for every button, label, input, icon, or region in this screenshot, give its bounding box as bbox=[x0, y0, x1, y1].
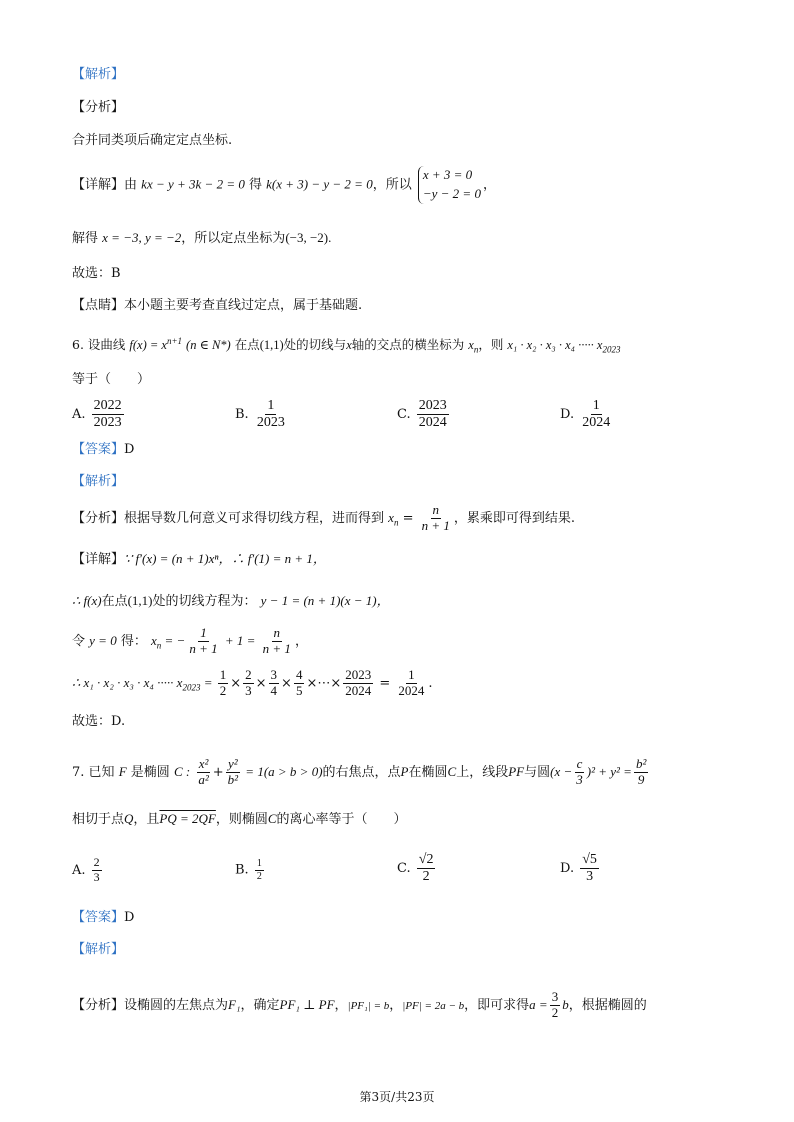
text: ，则椭圆 bbox=[215, 812, 268, 827]
text: 由 bbox=[124, 177, 138, 193]
text: ，所以 bbox=[372, 177, 412, 193]
subscript: 2023 bbox=[602, 344, 621, 355]
num: b² bbox=[635, 756, 647, 771]
den: 5 bbox=[295, 682, 303, 698]
fraction bbox=[294, 668, 305, 699]
text: f(x) = x bbox=[129, 338, 167, 353]
text: x bbox=[151, 632, 157, 648]
text: ，且 bbox=[133, 812, 160, 827]
option-fraction bbox=[92, 856, 102, 885]
den: 2024 bbox=[582, 415, 611, 431]
den: 2 bbox=[551, 1004, 559, 1020]
text: x₁ · x₂ · x₃ · x₄ ····· x bbox=[507, 338, 603, 353]
text: y = 0 bbox=[89, 632, 117, 648]
fraction bbox=[634, 757, 648, 788]
sys-row: −y − 2 = 0 bbox=[422, 185, 481, 201]
text: 在点 bbox=[101, 594, 128, 609]
option-fraction bbox=[255, 398, 287, 431]
q5-fixed-point: (−3, −2). bbox=[285, 230, 332, 245]
q7-option-a[interactable] bbox=[72, 856, 104, 885]
C-var: C bbox=[267, 811, 277, 826]
num: 3 bbox=[270, 667, 278, 682]
text: 处的切线与 bbox=[283, 337, 347, 353]
text: ，所以定点坐标为 bbox=[181, 231, 286, 246]
F1-var: F₁ bbox=[228, 996, 241, 1012]
text: x bbox=[468, 338, 474, 353]
text: ，即可求得 bbox=[464, 997, 530, 1013]
option-label: A. bbox=[72, 862, 86, 878]
text: = bbox=[200, 674, 216, 690]
q6-fenxi bbox=[72, 503, 575, 534]
den: n + 1 bbox=[421, 517, 450, 533]
q6-answer-value: D bbox=[124, 442, 135, 457]
q6-stem bbox=[72, 337, 620, 355]
text: ，确定 bbox=[240, 997, 280, 1013]
q6-point: (1,1) bbox=[259, 338, 284, 353]
fraction bbox=[261, 626, 293, 657]
text: 轴的交点的横坐标为 bbox=[351, 337, 465, 353]
text: 本小题主要考查直线过定点，属于基础题. bbox=[124, 298, 363, 313]
q7-jiexi-tag: 【解析】 bbox=[72, 942, 125, 957]
fraction bbox=[226, 757, 240, 788]
sys-row: x + 3 = 0 bbox=[422, 167, 473, 182]
abs-eq: |PF₁| = b bbox=[347, 999, 390, 1012]
times-dots: ×⋯× bbox=[306, 675, 342, 691]
fraction bbox=[420, 503, 452, 534]
den: n + 1 bbox=[262, 640, 291, 656]
vector-eq: PQ = 2QF bbox=[159, 811, 216, 826]
x-var: x bbox=[346, 338, 352, 353]
text: 得： bbox=[120, 633, 147, 649]
text: . bbox=[428, 675, 433, 691]
product bbox=[72, 674, 201, 693]
text: 设椭圆的左焦点为 bbox=[124, 997, 229, 1013]
q5-fenxi-tag: 【分析】 bbox=[72, 100, 125, 115]
den: 3 bbox=[93, 869, 100, 884]
fraction bbox=[187, 626, 219, 657]
q5-xiangjie-tag: 【详解】 bbox=[72, 177, 125, 193]
q6-product bbox=[507, 338, 621, 355]
text: = bbox=[398, 510, 418, 526]
xn: $x_n$ bbox=[151, 632, 162, 651]
q6-fenxi-tag: 【分析】 bbox=[72, 510, 125, 526]
text: 的右焦点，点 bbox=[322, 764, 401, 780]
q7-stem2 bbox=[72, 812, 407, 826]
text: 的离心率等于（ ） bbox=[276, 812, 407, 827]
circle-eq: (x − bbox=[550, 763, 573, 779]
q5-jiexi-tag: 【解析】 bbox=[72, 67, 125, 82]
xn: $x_n$ bbox=[388, 509, 399, 528]
fraction-result bbox=[396, 668, 426, 699]
option-label: A. bbox=[72, 407, 86, 423]
xn: $x_n$ bbox=[468, 338, 479, 355]
P-var: P bbox=[400, 763, 409, 779]
q6-answer-tag: 【答案】 bbox=[72, 442, 125, 457]
q6-xiangjie-2 bbox=[72, 594, 390, 608]
q6-xiangjie-3 bbox=[72, 626, 308, 657]
times: × bbox=[230, 675, 242, 691]
point: (1,1) bbox=[127, 593, 153, 608]
den: b² bbox=[227, 771, 239, 787]
text: ，根据椭圆的 bbox=[568, 997, 647, 1013]
exponent: n+1 bbox=[166, 336, 183, 346]
text: 是椭圆 bbox=[130, 764, 170, 780]
text: x bbox=[388, 509, 394, 525]
q6-option-c[interactable] bbox=[397, 398, 451, 431]
q5-dianjing-tag: 【点睛】 bbox=[72, 298, 125, 313]
option-fraction bbox=[580, 852, 599, 885]
q5-xiangjie-line: 【详解】由 kx − y + 3k − 2 = 0 得 k(x + 3) − y − 2 = 0，所以 x + 3 = 0 −y − 2 = 0 ， bbox=[72, 166, 496, 204]
q5-system bbox=[418, 166, 481, 204]
times: × bbox=[255, 675, 267, 691]
num: 2023 bbox=[417, 398, 449, 415]
num: √5 bbox=[580, 852, 599, 869]
q6-answer bbox=[72, 443, 134, 456]
option-label: D. bbox=[560, 861, 575, 877]
den: 3 bbox=[586, 869, 594, 885]
q5-dianjing bbox=[72, 299, 362, 312]
fraction bbox=[574, 757, 585, 788]
text: 7. 已知 bbox=[72, 764, 115, 780]
den: 9 bbox=[637, 771, 645, 787]
den: a² bbox=[198, 771, 209, 787]
text: 根据导数几何意义可求得切线方程，进而得到 bbox=[124, 510, 385, 526]
fraction bbox=[196, 757, 210, 788]
q7-fenxi bbox=[72, 990, 647, 1021]
den: n + 1 bbox=[189, 640, 218, 656]
text: + 1 = bbox=[221, 632, 259, 648]
option-label: C. bbox=[397, 407, 411, 423]
fraction bbox=[343, 668, 373, 699]
q7-answer-tag: 【答案】 bbox=[72, 910, 125, 925]
num: x² bbox=[198, 756, 209, 771]
q7-stem: 7. 已知 F 是椭圆 C : $\frac{\text{x²}}{\text{a²}}$ + $\frac{\text{y²}}{\text{b²}}$ = 1(a > b > 0)的右焦点，点P在椭圆C上，线段PF与圆(x − $\frac{c}{3}$ )² + y² = $\frac{\text{b²}}{9}$ bbox=[72, 756, 647, 787]
q5-eq1: kx − y + 3k − 2 = 0 bbox=[141, 176, 245, 192]
num: 2023 bbox=[345, 667, 372, 682]
times: × bbox=[281, 675, 292, 691]
text: ，则 bbox=[478, 337, 504, 353]
option-label: D. bbox=[560, 407, 575, 423]
q6-stem2: 等于（ ） bbox=[72, 372, 151, 387]
fraction bbox=[243, 668, 254, 699]
abs-eq: |PF| = 2a − b bbox=[402, 999, 465, 1012]
option-label: C. bbox=[397, 861, 411, 877]
q6-option-d[interactable] bbox=[560, 398, 614, 431]
den: 2 bbox=[422, 869, 430, 885]
den: 4 bbox=[270, 682, 278, 698]
q7-option-d[interactable] bbox=[560, 852, 601, 885]
q6-xiangjie-4: ∴ x₁ · x₂ · x₃ · x₄ ····· $x_{2023}$ = $\frac{1}{2}$ × $\frac{2}{3}$ × $\frac{3}{4}$ × $\frac{4}{5}$ ×⋯× $\frac{2023}{2024}$ = $\frac{1}{2024}$ . bbox=[72, 667, 433, 698]
text: 令 bbox=[72, 633, 86, 649]
den: 2024 bbox=[398, 682, 425, 698]
option-fraction bbox=[92, 398, 124, 431]
text: 相切于点 bbox=[72, 812, 125, 827]
q7-option-c[interactable] bbox=[397, 852, 437, 885]
q6-guxuan: 故选：D. bbox=[72, 714, 126, 729]
F-var: F bbox=[118, 763, 127, 779]
num: √2 bbox=[417, 852, 436, 869]
num: 2 bbox=[245, 667, 252, 682]
text: ， bbox=[389, 997, 403, 1013]
num: 1 bbox=[256, 858, 262, 869]
num: n bbox=[432, 502, 440, 517]
fraction bbox=[550, 990, 561, 1021]
den: 2023 bbox=[93, 415, 122, 431]
text: 得 bbox=[248, 177, 262, 193]
q6-xiangjie-tag: 【详解】 bbox=[72, 552, 125, 567]
q6-function bbox=[129, 338, 182, 352]
perp-eq: PF₁ ⊥ PF bbox=[279, 996, 335, 1012]
q6-domain: (n ∈ N*) bbox=[186, 338, 231, 353]
num: 1 bbox=[591, 398, 602, 415]
text: ，累乘即可得到结果. bbox=[453, 510, 576, 526]
page-footer: 第3页/共23页 bbox=[359, 1090, 435, 1104]
text: = − bbox=[161, 632, 186, 648]
option-label: B. bbox=[235, 862, 249, 878]
text: 与圆 bbox=[524, 764, 551, 780]
text: 解得 bbox=[72, 231, 99, 246]
num: 1 bbox=[200, 625, 207, 640]
Q-var: Q bbox=[124, 811, 134, 826]
C-var: C : bbox=[173, 763, 191, 779]
num: 1 bbox=[219, 667, 227, 682]
q5-solution: x = −3, y = −2 bbox=[102, 230, 182, 245]
text: ∴ x₁ · x₂ · x₃ · x₄ ····· x bbox=[72, 674, 183, 690]
PF-var: PF bbox=[508, 763, 525, 779]
den: 2024 bbox=[345, 682, 372, 698]
q5-solve-line bbox=[72, 231, 331, 245]
text: ， bbox=[334, 997, 348, 1013]
option-fraction bbox=[580, 398, 612, 431]
num: 1 bbox=[408, 667, 415, 682]
q6-xiangjie-1 bbox=[72, 552, 326, 566]
q5-eq2: k(x + 3) − y − 2 = 0 bbox=[266, 176, 373, 192]
option-fraction bbox=[417, 852, 436, 885]
text: ， bbox=[294, 633, 308, 649]
num: 4 bbox=[295, 667, 303, 682]
derivative: ∵ f′(x) = (n + 1)xⁿ，∴ f′(1) = n + 1， bbox=[124, 551, 326, 566]
fraction bbox=[218, 668, 229, 699]
q7-answer bbox=[72, 911, 134, 924]
den: 2024 bbox=[418, 415, 447, 431]
q7-fenxi-tag: 【分析】 bbox=[72, 997, 125, 1013]
q5-answer: 故选：B bbox=[72, 266, 121, 281]
q6-jiexi-tag: 【解析】 bbox=[72, 474, 125, 489]
den: 2 bbox=[219, 682, 227, 698]
den: 3 bbox=[576, 771, 583, 787]
num: y² bbox=[228, 756, 238, 771]
a-eq: a = bbox=[529, 996, 548, 1012]
q6-option-a[interactable] bbox=[72, 398, 126, 431]
text: 处的切线方程为： bbox=[152, 594, 257, 609]
option-fraction bbox=[417, 398, 449, 431]
text: 在椭圆 bbox=[408, 764, 448, 780]
option-fraction bbox=[255, 858, 264, 882]
den: 2 bbox=[256, 870, 262, 882]
num: c bbox=[576, 756, 583, 771]
tangent-line: y − 1 = (n + 1)(x − 1)， bbox=[260, 593, 390, 608]
num: 2 bbox=[93, 855, 100, 869]
C-var: C bbox=[447, 763, 457, 779]
den: 3 bbox=[245, 682, 252, 698]
fraction bbox=[269, 668, 280, 699]
num: 1 bbox=[265, 398, 276, 415]
text: ∴ f(x) bbox=[72, 593, 102, 608]
den: 2023 bbox=[256, 415, 285, 431]
num: n bbox=[273, 625, 281, 640]
q6-option-b[interactable] bbox=[235, 398, 289, 431]
circle-eq: )² + y² = bbox=[586, 763, 632, 779]
ellipse-eq: = 1(a > b > 0) bbox=[242, 763, 323, 779]
q7-answer-value: D bbox=[124, 910, 135, 925]
q7-option-b[interactable] bbox=[235, 858, 266, 882]
text: 6. 设曲线 bbox=[72, 337, 126, 353]
text: 在点 bbox=[234, 337, 260, 353]
b-var: b bbox=[562, 996, 569, 1012]
num: 3 bbox=[551, 989, 559, 1004]
num: 2022 bbox=[92, 398, 124, 415]
option-label: B. bbox=[235, 407, 249, 423]
subscript: 2023 bbox=[182, 682, 201, 693]
text: 上，线段 bbox=[456, 764, 509, 780]
q5-fenxi-text: 合并同类项后确定定点坐标. bbox=[72, 133, 233, 148]
